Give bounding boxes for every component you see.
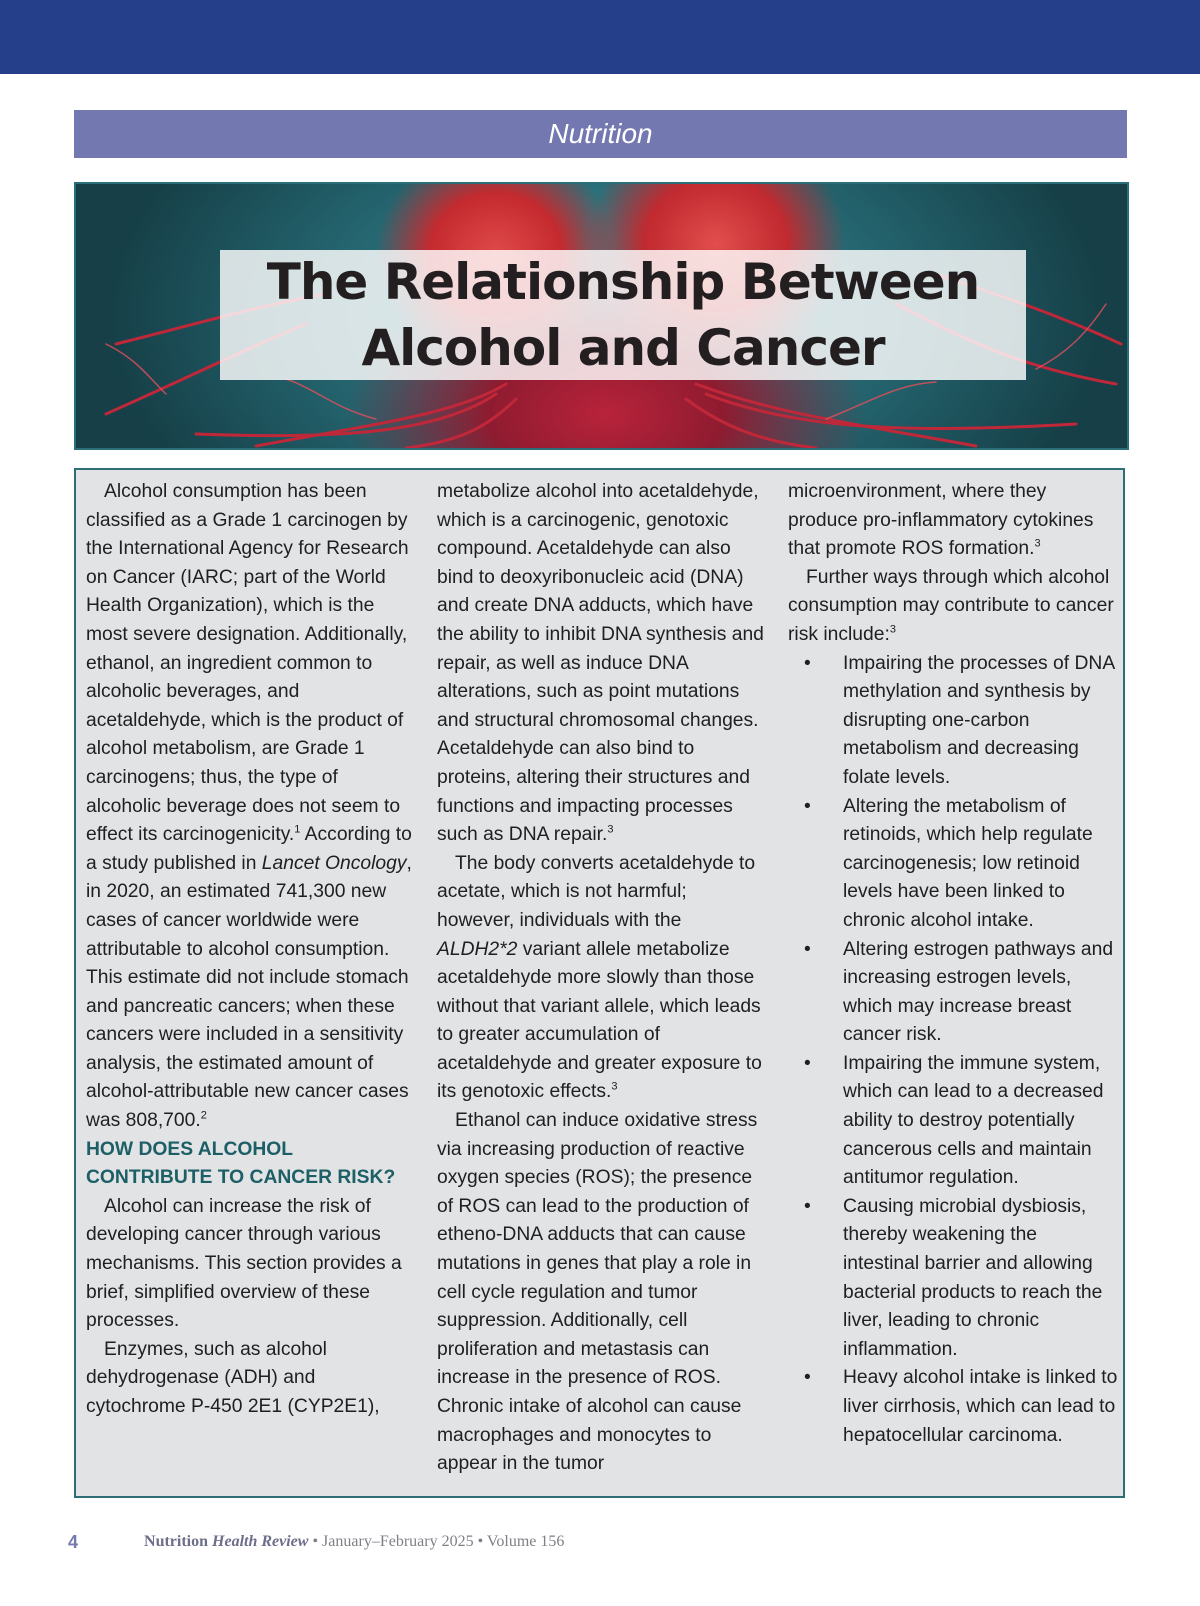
journal-name: Lancet Oncology (261, 852, 407, 874)
text-span: Alcohol consumption has been classified as a Grade 1 carcinogen by the International Agency for Research on Cancer (IARC; part of the World Health Organization), which is the most severe designation. Additionally, ethanol, an ingredient common to alcoholic beverages, and acetaldehyde, which is the product of alcohol metabolism, are Grade 1 carcinogens; thus, the type of alcoholic beverage does not seem to effect its carcinogenicity. (86, 481, 409, 846)
bullet-icon: • (804, 795, 811, 817)
citation-ref: 3 (607, 823, 614, 836)
list-item-text: Impairing the processes of DNA methylation and synthesis by disrupting one-carbon metabolism and decreasing folate levels. (843, 652, 1115, 788)
text-span: variant allele metabolize acetaldehyde more slowly than those without that variant allele, which leads to greater accumulation of acetaldehyde and greater exposure to its genotoxic effects. (437, 938, 762, 1103)
list-item (788, 1193, 1118, 1365)
section-banner (74, 110, 1127, 158)
list-item-text: Causing microbial dysbiosis, thereby weakening the intestinal barrier and allowing bacterial products to reach the liver, leading to chronic inflammation. (843, 1195, 1103, 1360)
text-span: metabolize alcohol into acetaldehyde, which is a carcinogenic, genotoxic compound. Acetaldehyde can also bind to deoxyribonucleic acid (DNA) and create DNA adducts, which have the ability to inhibit DNA synthesis and repair, as well as induce DNA alterations, such as point mutations and structural chromosomal changes. Acetaldehyde can also bind to proteins, altering their structures and functions and impacting processes such as DNA repair. (437, 481, 764, 846)
list-item (788, 1364, 1118, 1450)
publication-name-italic: Health Review (212, 1533, 309, 1550)
page-footer (68, 1528, 564, 1556)
citation-ref: 3 (1034, 537, 1041, 550)
list-item-text: Altering estrogen pathways and increasing estrogen levels, which may increase breast cancer risk. (843, 938, 1114, 1046)
article-column-1 (86, 478, 416, 1422)
article-column-2 (437, 478, 767, 1479)
article-body (74, 468, 1125, 1498)
risk-factor-list (788, 650, 1118, 1451)
list-item-text: Altering the metabolism of retinoids, which help regulate carcinogenesis; low retinoid levels have been linked to chronic alcohol intake. (843, 795, 1093, 931)
text-span: microenvironment, where they produce pro-inflammatory cytokines that promote ROS formation. (788, 481, 1094, 560)
paragraph (788, 478, 1118, 564)
top-color-band (0, 0, 1200, 74)
paragraph (437, 850, 767, 1107)
bullet-icon: • (804, 652, 811, 674)
paragraph: Enzymes, such as alcohol dehydrogenase (ADH) and cytochrome P-450 2E1 (CYP2E1), (86, 1338, 380, 1417)
article-column-3 (788, 478, 1118, 1450)
article-title-line-2: Alcohol and Cancer (361, 319, 885, 377)
list-item (788, 1050, 1118, 1193)
page-number: 4 (68, 1531, 79, 1552)
list-item-text: Impairing the immune system, which can lead to a decreased ability to destroy potentially cancerous cells and maintain antitumor regulation. (843, 1052, 1104, 1189)
list-item (788, 650, 1118, 793)
bullet-icon: • (804, 1367, 811, 1389)
gene-name: ALDH2*2 (437, 938, 518, 960)
issue-info: • January–February 2025 • Volume 156 (312, 1533, 565, 1550)
paragraph: Ethanol can induce oxidative stress via increasing production of reactive oxygen species (ROS); the presence of ROS can lead to the production of etheno-DNA adducts that can cause mutations in genes that play a role in cell cycle regulation and tumor suppression. Additionally, cell proliferation and metastasis can increase in the presence of ROS. Chronic intake of alcohol can cause macrophages and monocytes to appear in the tumor (437, 1110, 758, 1475)
citation-ref: 2 (200, 1109, 207, 1122)
citation-ref: 1 (294, 823, 301, 836)
publication-name: Nutrition (144, 1533, 209, 1550)
citation-ref: 3 (889, 623, 896, 636)
text-span: Further ways through which alcohol consumption may contribute to cancer risk include: (788, 566, 1114, 645)
article-title-box (220, 250, 1026, 380)
paragraph (437, 478, 767, 850)
list-item-text: Heavy alcohol intake is linked to liver cirrhosis, which can lead to hepatocellular carcinoma. (843, 1367, 1118, 1446)
list-item (788, 793, 1118, 936)
text-span: According to a study published in (86, 824, 412, 874)
paragraph (86, 478, 416, 1136)
list-item (788, 936, 1118, 1050)
section-label: Nutrition (548, 118, 653, 149)
text-span: The body converts acetaldehyde to acetate, which is not harmful; however, individuals with the (437, 852, 756, 931)
article-title-line-1: The Relationship Between (266, 253, 980, 311)
paragraph (788, 564, 1118, 650)
bullet-icon: • (804, 1195, 811, 1217)
bullet-icon: • (804, 1052, 811, 1074)
hero-image (74, 182, 1129, 450)
section-heading: HOW DOES ALCOHOL CONTRIBUTE TO CANCER RISK? (86, 1138, 396, 1189)
text-span: , in 2020, an estimated 741,300 new cases of cancer worldwide were attributable to alcohol consumption. This estimate did not include stomach and pancreatic cancers; when these cancers were included in a sensitivity analysis, the estimated amount of alcohol-attributable new cancer cases was 808,700. (86, 852, 412, 1132)
paragraph: Alcohol can increase the risk of developing cancer through various mechanisms. This section provides a brief, simplified overview of these processes. (86, 1195, 402, 1332)
citation-ref: 3 (611, 1081, 618, 1094)
bullet-icon: • (804, 938, 811, 960)
